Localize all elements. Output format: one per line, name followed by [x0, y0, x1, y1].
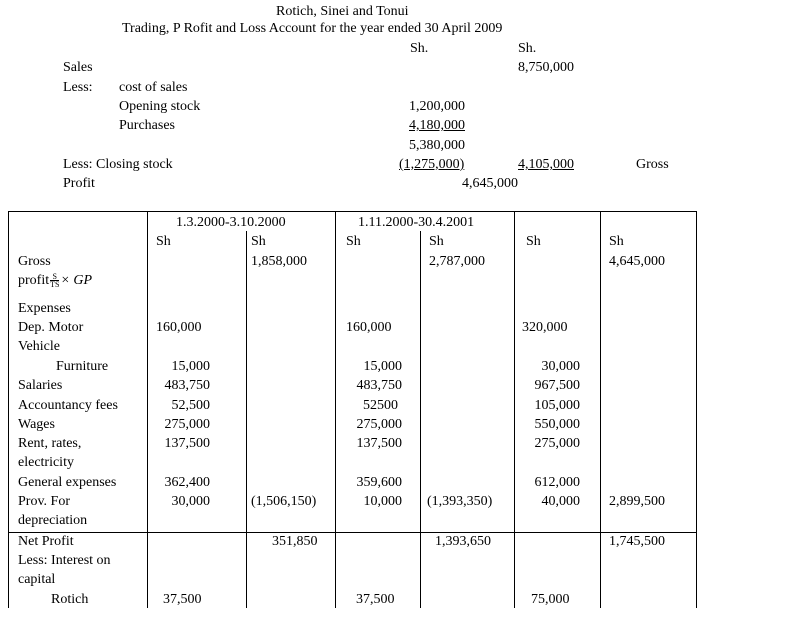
rent-total: 275,000 — [534, 436, 580, 451]
table-top-border — [8, 211, 697, 212]
column-divider-5 — [514, 211, 515, 608]
capital-label: capital — [18, 572, 56, 587]
gross-profit-total: 4,645,000 — [609, 254, 665, 269]
purchases-label: Purchases — [119, 118, 175, 133]
salaries-label: Salaries — [18, 378, 63, 393]
period-2-heading: 1.11.2000-30.4.2001 — [358, 215, 475, 230]
expenses-label: Expenses — [18, 301, 71, 316]
currency-col-2: Sh — [251, 234, 266, 249]
electricity-label: electricity — [18, 455, 74, 470]
table-border-right — [696, 211, 697, 608]
currency-col-5: Sh — [526, 234, 541, 249]
period-1-heading: 1.3.2000-3.10.2000 — [176, 215, 286, 230]
column-heading-sh-2: Sh. — [518, 41, 537, 56]
currency-col-4: Sh — [429, 234, 444, 249]
wages-total: 550,000 — [534, 417, 580, 432]
opening-stock-value: 1,200,000 — [409, 99, 465, 114]
currency-col-6: Sh — [609, 234, 624, 249]
gross-word: Gross — [636, 157, 669, 172]
column-divider-4 — [420, 231, 421, 608]
opening-stock-label: Opening stock — [119, 99, 201, 114]
gross-profit-period-2: 2,787,000 — [429, 254, 485, 269]
net-profit-period-2: 1,393,650 — [435, 534, 491, 549]
profit-word: Profit — [63, 176, 95, 191]
salaries-period-1: 483,750 — [164, 378, 210, 393]
dep-motor-period-2: 160,000 — [346, 320, 392, 335]
rotich-label: Rotich — [51, 592, 89, 607]
table-border-left — [8, 211, 9, 608]
accountancy-period-2: 52500 — [363, 398, 398, 413]
sales-ratio-fraction: $\frac{S}{TS}$ — [50, 272, 60, 290]
accountancy-fees-label: Accountancy fees — [18, 398, 118, 413]
closing-stock-label: Less: Closing stock — [63, 157, 173, 172]
net-profit-row-border — [8, 532, 697, 533]
net-profit-period-1: 351,850 — [272, 534, 318, 549]
profit-ratio-formula — [18, 273, 92, 289]
rotich-period-1: 37,500 — [163, 592, 202, 607]
less-interest-label: Less: Interest on — [18, 553, 111, 568]
prov-period-2: 10,000 — [363, 494, 402, 509]
salaries-period-2: 483,750 — [356, 378, 402, 393]
currency-col-1: Sh — [156, 234, 171, 249]
general-period-1: 362,400 — [164, 475, 210, 490]
dep-motor-total: 320,000 — [522, 320, 568, 335]
cost-of-sales-label: cost of sales — [119, 80, 188, 95]
expenses-total-period-1: (1,506,150) — [251, 494, 317, 509]
gross-profit-period-1: 1,858,000 — [251, 254, 307, 269]
prov-for-label: Prov. For — [18, 494, 70, 509]
general-total: 612,000 — [534, 475, 580, 490]
accountancy-period-1: 52,500 — [171, 398, 210, 413]
firm-name: Rotich, Sinei and Tonui — [276, 4, 409, 19]
sales-label: Sales — [63, 60, 93, 75]
rent-period-2: 137,500 — [356, 436, 402, 451]
closing-stock-value: (1,275,000) — [399, 157, 465, 172]
cost-subtotal: 5,380,000 — [409, 138, 465, 153]
net-profit-total: 1,745,500 — [609, 534, 665, 549]
vehicle-label: Vehicle — [18, 339, 60, 354]
less-label: Less: — [63, 80, 93, 95]
expenses-total-period-2: (1,393,350) — [427, 494, 493, 509]
salaries-total: 967,500 — [534, 378, 580, 393]
rotich-period-2: 37,500 — [356, 592, 395, 607]
rent-period-1: 137,500 — [164, 436, 210, 451]
dep-motor-label: Dep. Motor — [18, 320, 84, 335]
rent-label: Rent, rates, — [18, 436, 82, 451]
furniture-period-1: 15,000 — [171, 359, 210, 374]
furniture-period-2: 15,000 — [363, 359, 402, 374]
column-divider-2 — [246, 231, 247, 608]
cost-of-sales-total: 4,105,000 — [518, 157, 574, 172]
purchases-value: 4,180,000 — [409, 118, 465, 133]
profit-label: profit — [18, 273, 50, 288]
gross-label: Gross — [18, 254, 51, 269]
times-gp: × GP — [60, 273, 93, 288]
account-title: Trading, P Rofit and Loss Account for the year ended 30 April 2009 — [122, 21, 503, 36]
column-divider-3 — [335, 211, 336, 608]
prov-total: 40,000 — [541, 494, 580, 509]
wages-label: Wages — [18, 417, 55, 432]
dep-motor-period-1: 160,000 — [156, 320, 202, 335]
expenses-total-combined: 2,899,500 — [609, 494, 665, 509]
sales-value: 8,750,000 — [518, 60, 574, 75]
furniture-total: 30,000 — [541, 359, 580, 374]
prov-period-1: 30,000 — [171, 494, 210, 509]
column-divider-6 — [600, 211, 601, 608]
wages-period-1: 275,000 — [164, 417, 210, 432]
column-divider-1 — [147, 211, 148, 608]
general-period-2: 359,600 — [356, 475, 402, 490]
depreciation-label: depreciation — [18, 513, 88, 528]
general-expenses-label: General expenses — [18, 475, 117, 490]
accountancy-total: 105,000 — [534, 398, 580, 413]
gross-profit-value: 4,645,000 — [462, 176, 518, 191]
net-profit-label: Net Profit — [18, 534, 74, 549]
furniture-label: Furniture — [56, 359, 109, 374]
wages-period-2: 275,000 — [356, 417, 402, 432]
column-heading-sh-1: Sh. — [410, 41, 429, 56]
rotich-total: 75,000 — [531, 592, 570, 607]
currency-col-3: Sh — [346, 234, 361, 249]
